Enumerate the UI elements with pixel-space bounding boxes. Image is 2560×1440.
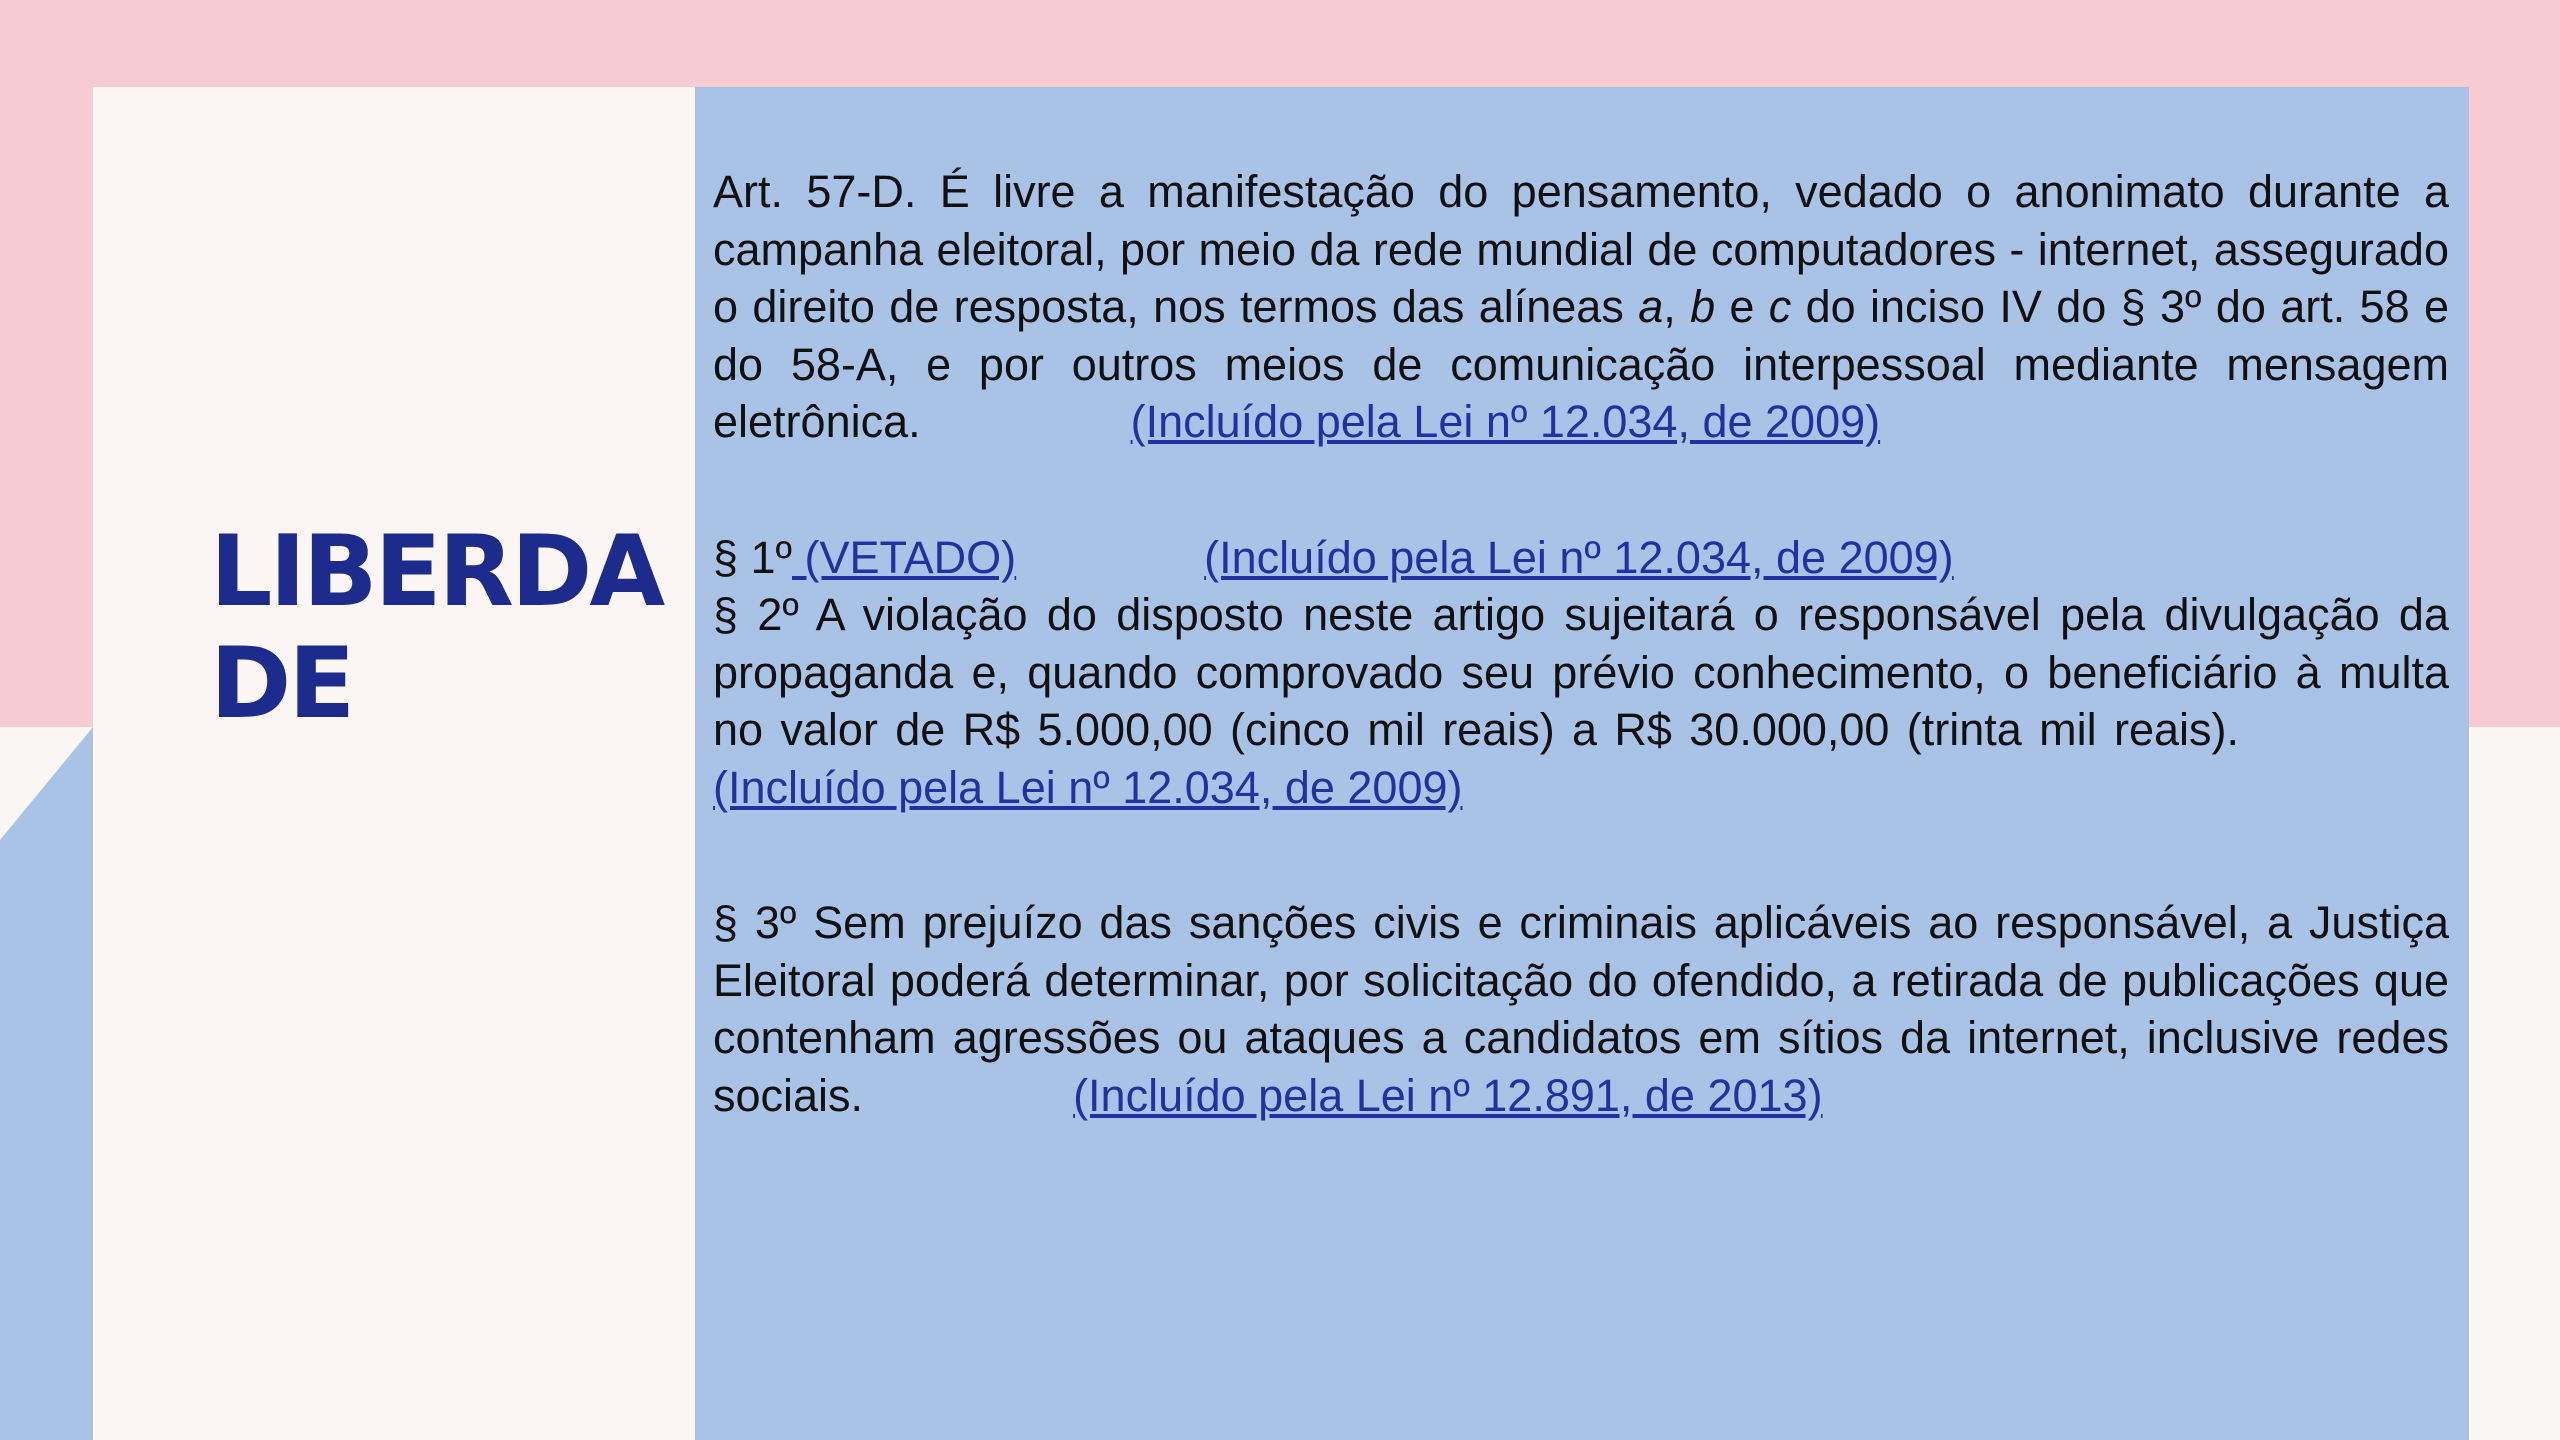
paragraph-3-law-link[interactable]: (Incluído pela Lei nº 12.891, de 2013): [1073, 1069, 1823, 1121]
caput-text: Art. 57-D. É livre a manifestação do pensamento, vedado o anonimato durante a campanha eleitoral, por meio da rede mundial de computadores - internet, assegurado o direito de resposta, nos termos das alíneas: [713, 166, 2449, 332]
vetado-link[interactable]: (VETADO): [792, 531, 1017, 583]
paragraph-3: [713, 894, 2449, 1124]
article-text: [713, 163, 2449, 1124]
paragraph-2: [713, 586, 2449, 816]
alinea-a: a: [1638, 281, 1664, 332]
alinea-b: b: [1690, 281, 1716, 332]
paragraph-3-text: § 3º Sem prejuízo das sanções civis e criminais aplicáveis ao responsável, a Justiça Eleitoral poderá determinar, por solicitação do ofendido, a retirada de publicações que contenham agressões ou ataques a candidatos em sítios da internet, inclusive redes sociais.: [713, 897, 2449, 1121]
alinea-c: c: [1768, 281, 1792, 332]
slide-title-line-1: LIBERDA: [210, 515, 663, 629]
caput-law-link[interactable]: (Incluído pela Lei nº 12.034, de 2009): [1130, 396, 1881, 447]
paragraph-1: [713, 529, 2449, 587]
caput-text-2: do inciso IV do § 3º do art. 58 e do 58-A, e por outros meios de comunicação interpessoal mediante mensagem eletrônica.: [713, 281, 2449, 447]
title-panel: [93, 87, 695, 1440]
caput-comma: ,: [1663, 281, 1691, 332]
slide-title-line-2: DE: [210, 627, 353, 741]
paragraph-1-label: § 1º: [713, 531, 792, 583]
paragraph-2-law-link[interactable]: (Incluído pela Lei nº 12.034, de 2009): [713, 761, 1463, 813]
slide-title: [210, 516, 690, 740]
caput-e: e: [1715, 281, 1769, 332]
paragraph-1-law-link[interactable]: (Incluído pela Lei nº 12.034, de 2009): [1204, 531, 1954, 583]
article-caput: [713, 163, 2449, 451]
paragraph-2-text: § 2º A violação do disposto neste artigo sujeitará o responsável pela divulgação da propaganda e, quando comprovado seu prévio conhecimento, o beneficiário à multa no valor de R$ 5.000,00 (cinco mil reais) a R$ 30.000,00 (trinta mil reais).: [713, 589, 2449, 755]
